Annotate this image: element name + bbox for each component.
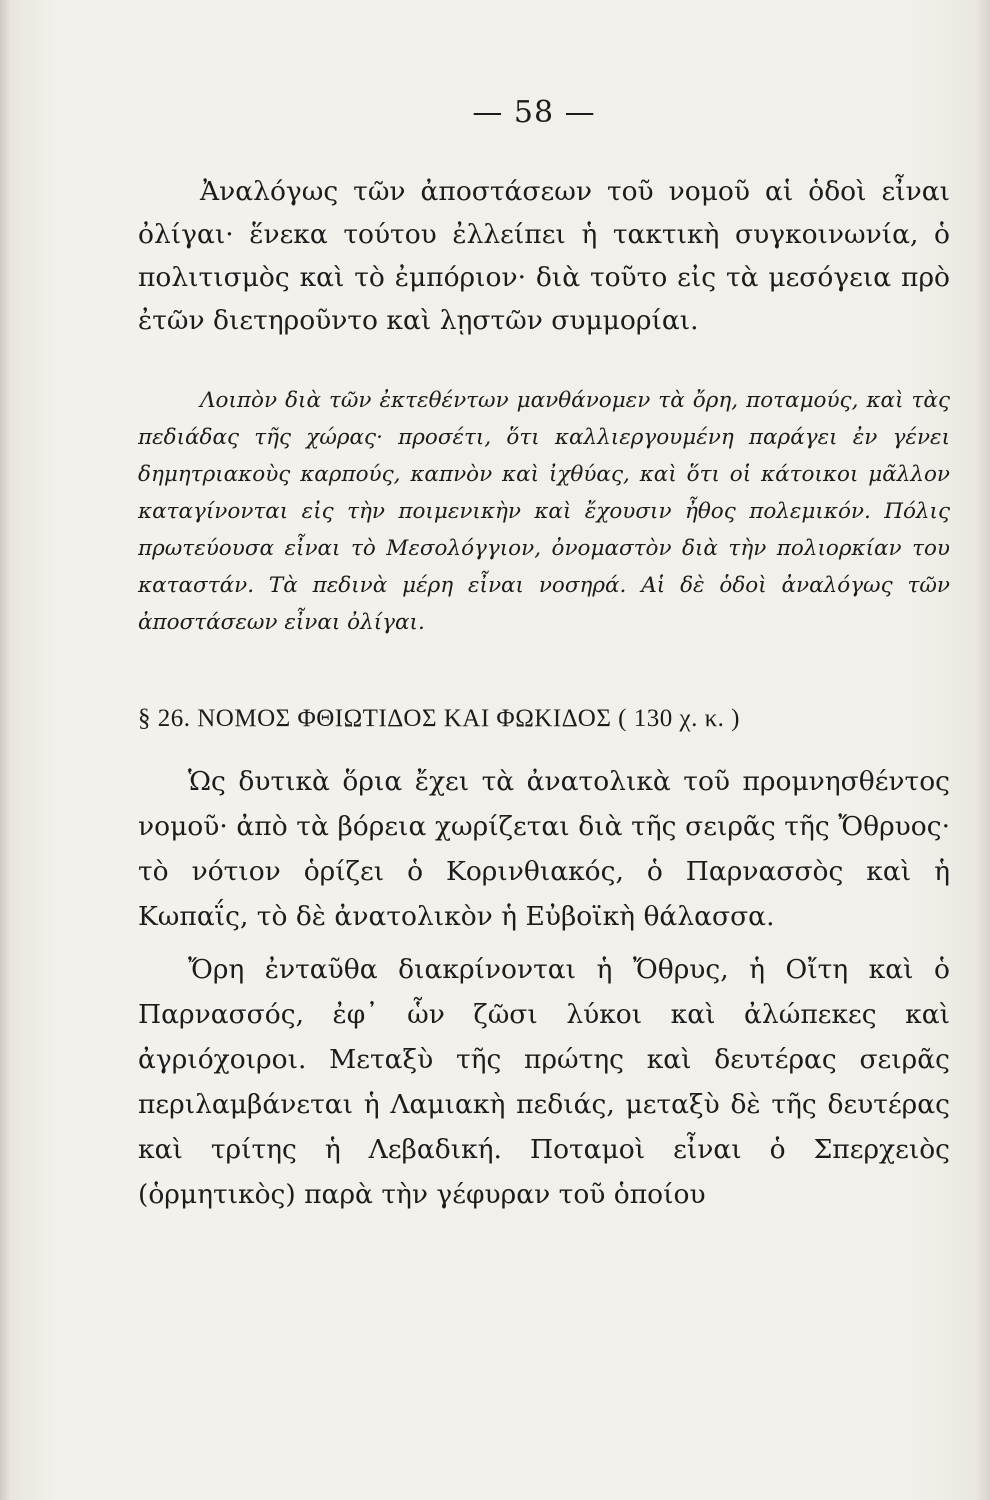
paragraph-borders: Ὡς δυτικὰ ὅρια ἔχει τὰ ἀνατολικὰ τοῦ προμνησθέντος νομοῦ· ἀπὸ τὰ βόρεια χωρίζεται διὰ τῆς σειρᾶς τῆς Ὄθρυος· τὸ νότιον ὁρίζει ὁ Κορινθιακός, ὁ Παρνασσὸς καὶ ἡ Κωπαΐς, τὸ δὲ ἀνατολικὸν ἡ Εὐβοϊκὴ θάλασσα. [138,766,950,932]
section-heading: § 26. ΝΟΜΟΣ ΦΘΙΩΤΙΔΟΣ ΚΑΙ ΦΩΚΙΔΟΣ ( 130 χ. κ. ) [138,705,740,732]
paragraph-mountains: Ὄρη ἐνταῦθα διακρίνονται ἡ Ὄθρυς, ἡ Οἴτη καὶ ὁ Παρνασσός, ἐφ᾽ ὧν ζῶσι λύκοι καὶ ἀλώπεκες καὶ ἀγριόχοιροι. Μεταξὺ τῆς πρώτης καὶ δευτέρας σειρᾶς περιλαμβάνεται ἡ Λαμιακὴ πεδιάς, μεταξὺ δὲ τῆς δευτέρας καὶ τρίτης ἡ Λεβαδική. Ποταμοὶ εἶναι ὁ Σπερχειὸς (ὁρμητικὸς) παρὰ τὴν γέφυραν τοῦ ὁποίου [138,954,950,1210]
paragraph-roads: Ἀναλόγως τῶν ἀποστάσεων τοῦ νομοῦ αἱ ὁδοὶ εἶναι ὀλίγαι· ἕνεκα τούτου ἐλλείπει ἡ τακτικὴ συγκοινωνία, ὁ πολιτισμὸς καὶ τὸ ἐμπόριον· διὰ τοῦτο εἰς τὰ μεσόγεια πρὸ ἐτῶν διετηροῦντο καὶ λῃστῶν συμμορίαι. [138,176,950,336]
paragraph-summary: Λοιπὸν διὰ τῶν ἐκτεθέντων μανθάνομεν τὰ ὄρη, ποταμούς, καὶ τὰς πεδιάδας τῆς χώρας· προσέτι, ὅτι καλλιεργουμένη παράγει ἐν γένει δημητριακοὺς καρπούς, καπνὸν καὶ ἰχθύας, καὶ ὅτι οἱ κάτοικοι μᾶλλον καταγίνονται εἰς τὴν ποιμενικὴν καὶ ἔχουσιν ἦθος πολεμικόν. Πόλις πρωτεύουσα εἶναι τὸ Μεσολόγγιον, ὀνομαστὸν διὰ τὴν πολιορκίαν του καταστάν. Τὰ πεδινὰ μέρη εἶναι νοσηρά. Αἱ δὲ ὁδοὶ ἀναλόγως τῶν ἀποστάσεων εἶναι ὀλίγαι. [138,388,950,635]
page-edge-shadow-left [0,0,10,1500]
page-edge-shadow-right [976,0,990,1500]
page-number: — 58 — [472,95,596,130]
